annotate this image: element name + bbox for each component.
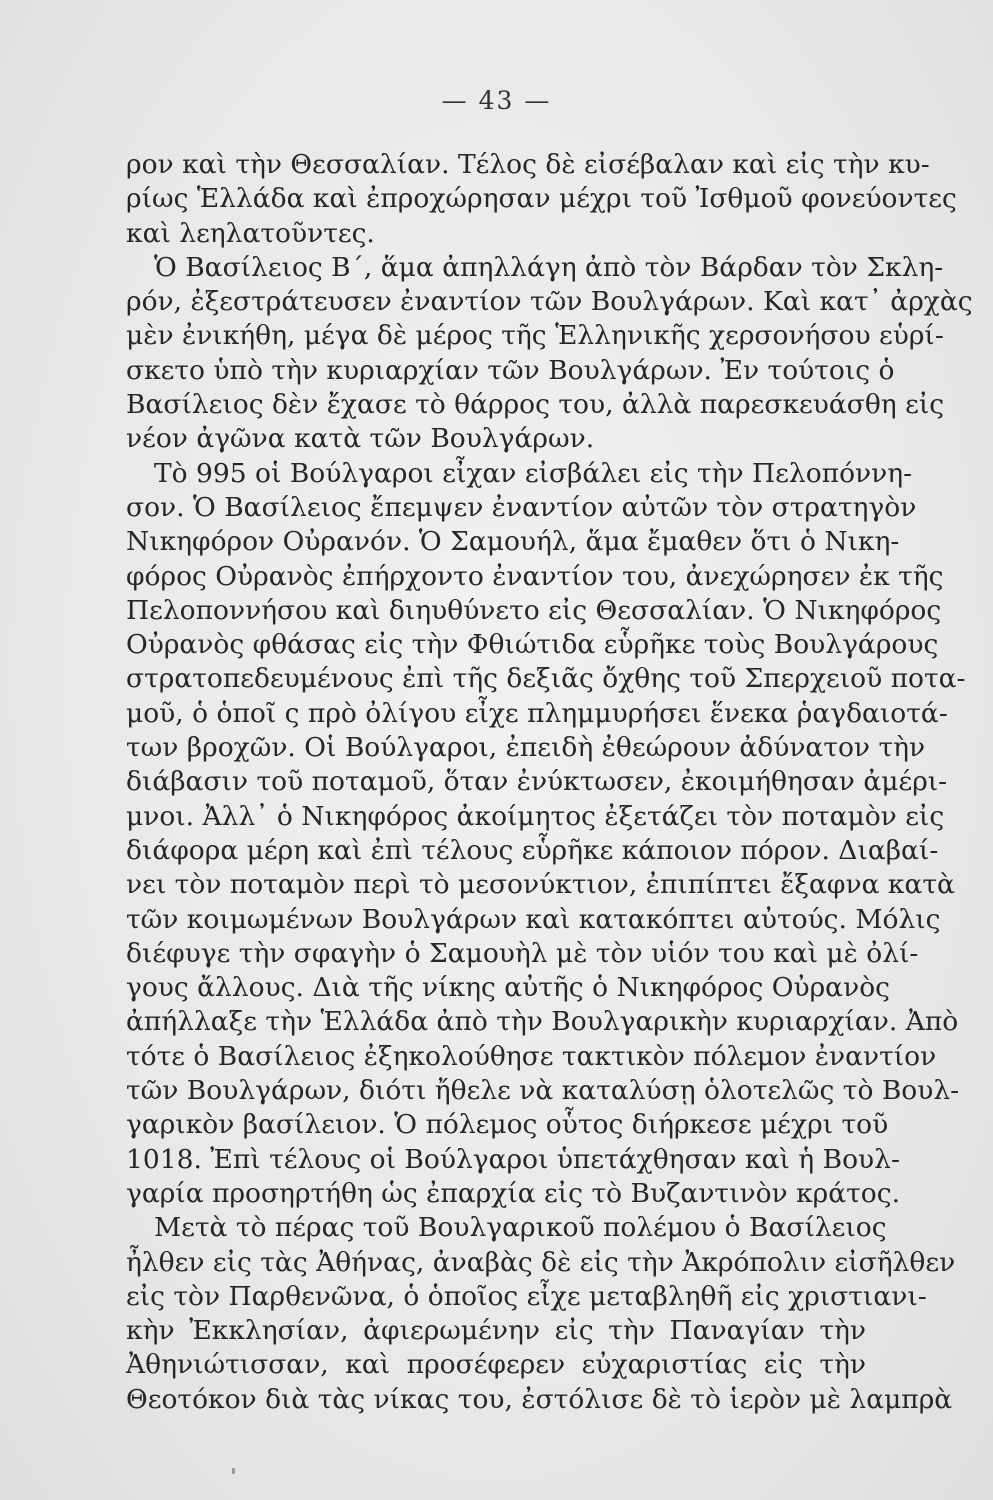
text-line: διέφυγε τὴν σφαγὴν ὁ Σαμουὴλ μὲ τὸν υἱόν του καὶ μὲ ὀλί- <box>126 937 919 969</box>
text-line: ἦλθεν εἰς τὰς Ἀθήνας, ἀναβὰς δὲ εἰς τὴν Ἀκρόπολιν εἰσῆλθεν <box>126 1246 956 1278</box>
text-line: στρατοπεδευμένους ἐπὶ τῆς δεξιᾶς ὄχθης τοῦ Σπερχειοῦ ποτα- <box>126 663 966 695</box>
text-line: Οὐρανὸς φθάσας εἰς τὴν Φθιώτιδα εὗρῆκε τοὺς Βουλγάρους <box>126 629 939 661</box>
text-line: γαρία προσηρτήθη ὡς ἐπαρχία εἰς τὸ Βυζαντινὸν κράτος. <box>126 1177 900 1209</box>
text-line: γους ἄλλους. Διὰ τῆς νίκης αὐτῆς ὁ Νικηφόρος Οὐρανὸς <box>126 972 890 1004</box>
text-line: κὴν Ἐκκλησίαν, ἀφιερωμένην εἰς τὴν Παναγίαν τὴν <box>126 1315 866 1347</box>
text-line: σκετο ὑπὸ τὴν κυριαρχίαν τῶν Βουλγάρων. Ἐν τούτοις ὁ <box>126 354 895 386</box>
text-line: γαρικὸν βασίλειον. Ὁ πόλεμος οὗτος διήρκεσε μέχρι τοῦ <box>126 1109 889 1141</box>
text-line: Ὁ Βασίλειος Β΄, ἅμα ἀπηλλάγη ἀπὸ τὸν Βάρδαν τὸν Σκλη- <box>154 251 944 283</box>
page-speck <box>232 1468 235 1474</box>
text-line: ρόν, ἐξεστράτευσεν ἐναντίον τῶν Βουλγάρων. Καὶ κατ᾽ ἀρχὰς <box>126 286 973 318</box>
text-line: μὲν ἐνικήθη, μέγα δὲ μέρος τῆς Ἑλληνικῆς χερσονήσου εὑρί- <box>126 320 944 352</box>
text-line: ἀπήλλαξε τὴν Ἑλλάδα ἀπὸ τὴν Βουλγαρικὴν κυριαρχίαν. Ἀπὸ <box>126 1006 959 1038</box>
text-line: καὶ λεηλατοῦντες. <box>126 217 375 249</box>
text-line: νέον ἀγῶνα κατὰ τῶν Βουλγάρων. <box>126 423 595 455</box>
text-line: διάβασιν τοῦ ποταμοῦ, ὅταν ἐνύκτωσεν, ἐκοιμήθησαν ἀμέρι- <box>126 766 948 798</box>
page-number: — 43 — <box>441 86 552 115</box>
text-line: ρίως Ἑλλάδα καὶ ἐπροχώρησαν μέχρι τοῦ Ἰσθμοῦ φονεύοντες <box>126 183 957 215</box>
text-line: νει τὸν ποταμὸν περὶ τὸ μεσονύκτιον, ἐπιπίπτει ἔξαφνα κατὰ <box>126 869 955 901</box>
text-line: Θεοτόκον διὰ τὰς νίκας του, ἐστόλισε δὲ τὸ ἱερὸν μὲ λαμπρὰ <box>126 1383 953 1415</box>
text-line: φόρος Οὐρανὸς ἐπήρχοντο ἐναντίον του, ἀνεχώρησεν ἐκ τῆς <box>126 560 944 592</box>
text-line: εἰς τὸν Παρθενῶνα, ὁ ὁποῖος εἶχε μεταβληθῆ εἰς χριστιανι- <box>126 1280 927 1312</box>
text-line: ρον καὶ τὴν Θεσσαλίαν. Τέλος δὲ εἰσέβαλαν καὶ εἰς τὴν κυ- <box>126 149 930 180</box>
text-line: μοῦ, ὁ ὁποῖ ς πρὸ ὀλίγου εἶχε πλημμυρήσει ἕνεκα ῥαγδαιοτά- <box>126 697 948 729</box>
text-line: διάφορα μέρη καὶ ἐπὶ τέλους εὗρῆκε κάποιον πόρον. Διαβαί- <box>126 834 939 866</box>
text-line: Ἀθηνιώτισσαν, καὶ προσέφερεν εὐχαριστίας εἰς τὴν <box>126 1349 866 1381</box>
text-line: σον. Ὁ Βασίλειος ἔπεμψεν ἐναντίον αὐτῶν τὸν στρατηγὸν <box>126 491 917 523</box>
text-line: Πελοποννήσου καὶ διηυθύνετο εἰς Θεσσαλίαν. Ὁ Νικηφόρος <box>126 594 942 626</box>
body-text <box>126 148 973 1417</box>
text-line: Βασίλειος δὲν ἔχασε τὸ θάρρος του, ἀλλὰ παρεσκευάσθη εἰς <box>126 389 945 421</box>
text-line: 1018. Ἐπὶ τέλους οἱ Βούλγαροι ὑπετάχθησαν καὶ ἡ Βουλ- <box>126 1143 900 1175</box>
text-line: Νικηφόρον Οὐρανόν. Ὁ Σαμουήλ, ἅμα ἔμαθεν ὅτι ὁ Νικη- <box>126 526 900 558</box>
text-line: Μετὰ τὸ πέρας τοῦ Βουλγαρικοῦ πολέμου ὁ Βασίλειος <box>154 1212 887 1244</box>
text-line: Τὸ 995 οἱ Βούλγαροι εἶχαν εἰσβάλει εἰς τὴν Πελοπόννη- <box>154 457 913 489</box>
text-line: τῶν Βουλγάρων, διότι ἤθελε νὰ καταλύσῃ ὁλοτελῶς τὸ Βουλ- <box>126 1075 960 1107</box>
text-line: των βροχῶν. Οἱ Βούλγαροι, ἐπειδὴ ἐθεώρουν ἀδύνατον τὴν <box>126 732 926 764</box>
text-line: μνοι. Ἀλλ᾽ ὁ Νικηφόρος ἀκοίμητος ἐξετάζει τὸν ποταμὸν εἰς <box>126 800 945 832</box>
text-line: τῶν κοιμωμένων Βουλγάρων καὶ κατακόπτει αὐτούς. Μόλις <box>126 903 941 935</box>
text-line: τότε ὁ Βασίλειος ἐξηκολούθησε τακτικὸν πόλεμον ἐναντίον <box>126 1040 937 1072</box>
